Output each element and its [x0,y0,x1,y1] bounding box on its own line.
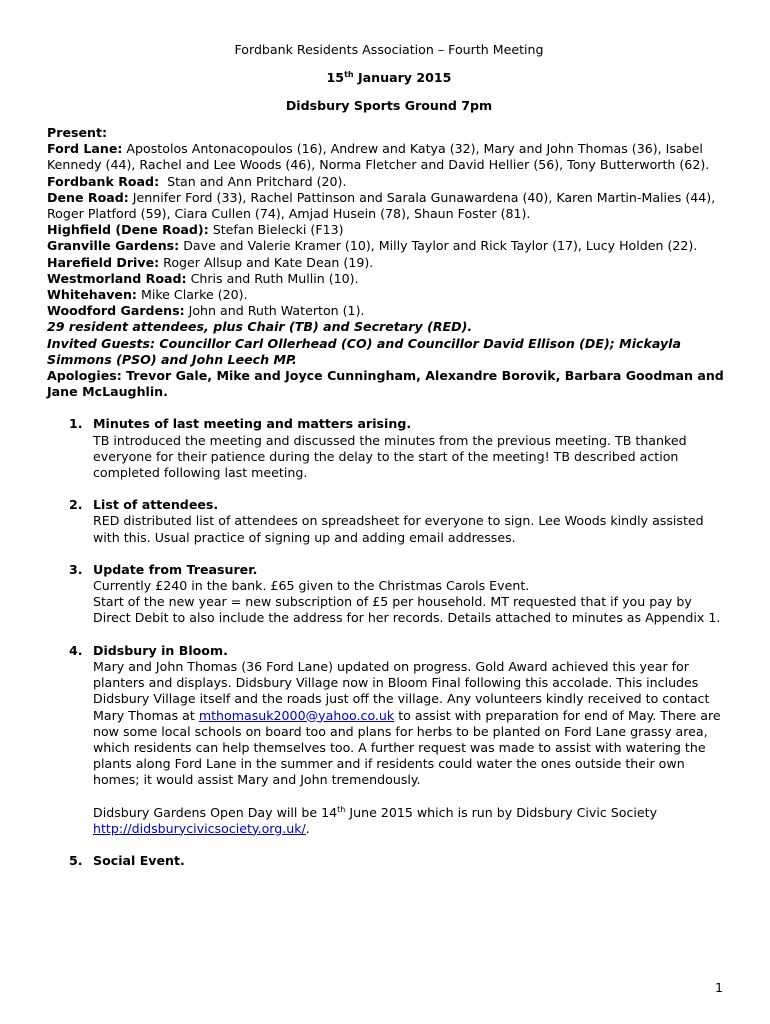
agenda-item-bloom: 4. Didsbury in Bloom. Mary and John Thomas (36 Ford Lane) updated on progress. Gold Award achieved this year for planters and displays. Didsbury Village now in Bloom Final following this accolade. This includes Didsbury Village itself and the roads just off the village. Any volunteers kindly received to contact Mary Thomas at mthomasuk2000@yahoo.co.uk to assist with preparation for end of May. There are now some local schools on board too and plans for herbs to be planted on Ford Lane grassy area, which residents can help themselves too. A further request was made to assist with watering the plants along Ford Lane in the summer and if residents could water the ones outside their own homes; it would assist Mary and John tremendously. Didsbury Gardens Open Day will be 14th June 2015 which is run by Didsbury Civic Society http://didsburycivicsociety.org.uk/. [47,643,731,837]
apologies: Apologies: Trevor Gale, Mike and Joyce Cunningham, Alexandre Borovik, Barbara Goodman and Jane McLaughlin. [47,368,724,400]
agenda-item-body: Didsbury Gardens Open Day will be 14th June 2015 which is run by Didsbury Civic Society http://didsburycivicsociety.org.uk/. [93,804,658,836]
agenda-item-treasurer: 3. Update from Treasurer. Currently £240 in the bank. £65 given to the Christmas Carols Event. Start of the new year = new subscription of £5 per household. MT requested that if you pay by Direct Debit to also include the address for her records. Details attached to minutes as Appendix 1. [47,562,731,627]
meeting-date: 15th January 2015 [326,70,452,85]
meeting-venue: Didsbury Sports Ground 7pm [285,98,493,113]
civic-society-link[interactable]: http://didsburycivicsociety.org.uk/ [93,820,306,836]
present-heading: Present: [47,125,108,140]
meeting-title: Fordbank Residents Association – Fourth Meeting [234,42,544,57]
agenda-list [47,416,731,869]
present-road: Harefield Drive: Roger Allsup and Kate Dean (19). [47,254,374,270]
agenda-item-social: 5. Social Event. [47,853,731,869]
agenda-item-body: Mary and John Thomas (36 Ford Lane) updated on progress. Gold Award achieved this year for planters and displays. Didsbury Village now in Bloom Final following this accolade. This includes Didsbury Village itself and the roads just off the village. Any volunteers kindly received to contact Mary Thomas at mthomasuk2000@yahoo.co.uk to assist with preparation for end of May. There are now some local schools on board too and plans for herbs to be planted on Ford Lane grassy area, which residents can help themselves too. A further request was made to assist with watering the plants along Ford Lane in the summer and if residents could water the ones outside their own homes; it would assist Mary and John tremendously. [93,658,721,788]
agenda-item-body: Currently £240 in the bank. £65 given to the Christmas Carols Event. [93,578,530,594]
agenda-item-title: List of attendees. [93,497,219,513]
present-road: Westmorland Road: Chris and Ruth Mullin (10). [47,270,359,286]
present-road: Dene Road: Jennifer Ford (33), Rachel Pattinson and Sarala Gunawardena (40), Karen Martin-Malies (44), Roger Platford (59), Ciara Cullen (74), Amjad Husein (78), Shaun Foster (81). [47,189,716,222]
invited-guests: Invited Guests: Councillor Carl Ollerhead (CO) and Councillor David Ellison (DE); Mickayla Simmons (PSO) and John Leech MP. [47,335,681,367]
agenda-item-body: Start of the new year = new subscription of £5 per household. MT requested that if you pay by Direct Debit to also include the address for her records. Details attached to minutes as Appendix 1. [93,594,721,626]
present-road: Whitehaven: Mike Clarke (20). [47,287,248,303]
agenda-item-body: TB introduced the meeting and discussed the minutes from the previous meeting. TB thanked everyone for their patience during the delay to the start of the meeting! TB described action completed following last meeting. [93,432,687,481]
present-road: Highfield (Dene Road): Stefan Bielecki (F13) [47,222,344,238]
present-road: Fordbank Road: Stan and Ann Pritchard (20). [47,173,347,189]
agenda-item-minutes: 1. Minutes of last meeting and matters arising. TB introduced the meeting and discussed the minutes from the previous meeting. TB thanked everyone for their patience during the delay to the start of the meeting! TB described action completed following last meeting. [47,416,731,481]
present-road: Granville Gardens: Dave and Valerie Kramer (10), Milly Taylor and Rick Taylor (17), Lucy Holden (22). [47,238,698,254]
agenda-item-body: RED distributed list of attendees on spreadsheet for everyone to sign. Lee Woods kindly assisted with this. Usual practice of signing up and adding email addresses. [93,513,704,545]
agenda-item-title: Social Event. [93,852,185,868]
present-road: Ford Lane: Apostolos Antonacopoulos (16), Andrew and Katya (32), Mary and John Thomas (36), Isabel Kennedy (44), Rachel and Lee Woods (46), Norma Fletcher and David Hellier (56), Tony Butterworth (62). [47,141,710,173]
document-page [47,41,731,869]
agenda-item-title: Minutes of last meeting and matters arising. [93,416,412,432]
page-number: 1 [714,980,723,995]
attendees-summary: 29 resident attendees, plus Chair (TB) and Secretary (RED). [47,319,473,335]
email-link[interactable]: mthomasuk2000@yahoo.co.uk [198,707,395,723]
agenda-item-title: Didsbury in Bloom. [93,642,228,658]
agenda-item-attendees: 2. List of attendees. RED distributed list of attendees on spreadsheet for everyone to sign. Lee Woods kindly assisted with this. Usual practice of signing up and adding email addresses. [47,497,731,546]
agenda-item-title: Update from Treasurer. [93,561,258,577]
present-section [47,125,731,319]
present-road: Woodford Gardens: John and Ruth Waterton (1). [47,303,365,319]
